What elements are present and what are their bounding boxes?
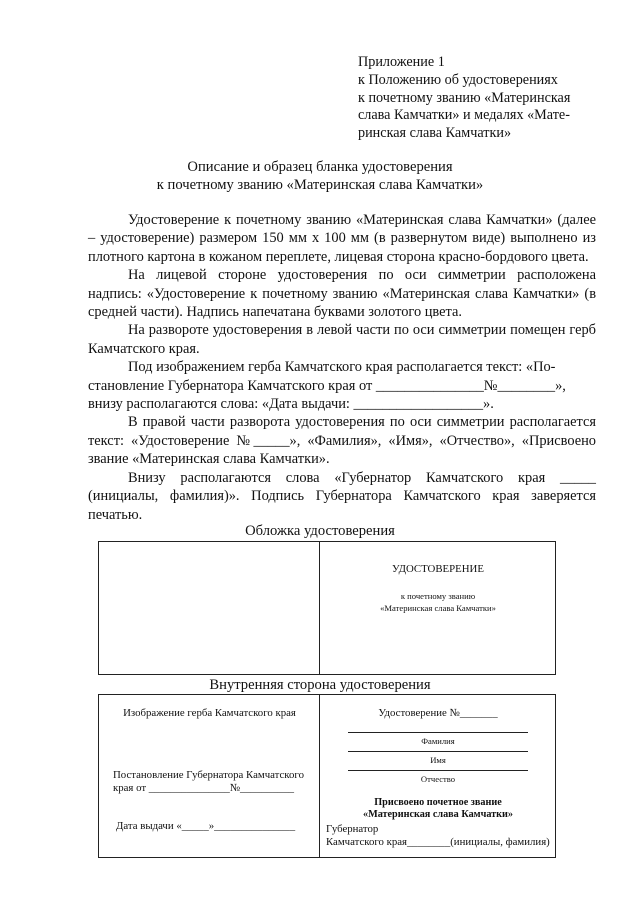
annex-header [358, 54, 598, 143]
title-line-2: к почетному званию «Материнская слава Камчатки» [156, 177, 484, 193]
annex-line: слава Камчатки» и медалях «Мате- [358, 107, 570, 124]
paragraph-5: В правой части разворота удостоверения по оси симметрии располагается текст: «Удостоверение №_____», «Фамилия», «Имя», «Отчество», «Присвоено звание «Материнская слава Камчатки». [88, 414, 596, 468]
cover-subtitle-1: к почетному званию [400, 591, 476, 601]
inner-caption: Внутренняя сторона удостоверения [209, 677, 431, 693]
paragraph-2: На лицевой стороне удостоверения по оси симметрии расположена надпись: «Удостоверение к почетному званию «Материнская слава Камчатки» (в средней части). Надпись напечатана буквами золотого цвета. [88, 267, 596, 321]
patronymic-label: Отчество [420, 774, 456, 784]
governor-signature: Камчатского края________(инициалы, фамилия) [326, 836, 550, 848]
issue-date: Дата выдачи «_____»_______________ [116, 820, 296, 832]
paragraph-4-line-2: становление Губернатора Камчатского края от _______________№________», [88, 377, 566, 394]
decree-line-2: края от _______________№__________ [113, 782, 295, 794]
paragraph-4-line-3: внизу располагаются слова: «Дата выдачи: __________________». [88, 396, 494, 413]
awarded-title-2: «Материнская слава Камчатки» [362, 809, 514, 820]
surname-line [348, 732, 528, 733]
decree-line-1: Постановление Губернатора Камчатского [113, 769, 304, 781]
name-label: Имя [430, 755, 446, 765]
annex-line: к почетному званию «Материнская [358, 89, 571, 106]
paragraph-6: Внизу располагаются слова «Губернатор Камчатского края _____ (инициалы, фамилия)». Подпись Губернатора Камчатского края заверяется печатью. [88, 469, 596, 523]
patronymic-line [348, 770, 528, 771]
awarded-title-1: Присвоено почетное звание [374, 797, 502, 808]
paragraph-1: Удостоверение к почетному званию «Материнская слава Камчатки» (далее – удостоверение) размером 150 мм х 100 мм (в развернутом виде) выполнено из плотного картона в кожаном переплете, лицевая сторона красно-бордового цвета. [88, 212, 596, 265]
cover-subtitle-2: «Материнская слава Камчатки» [380, 603, 496, 613]
certificate-number: Удостоверение №_______ [378, 707, 498, 719]
document-title [0, 158, 640, 194]
annex-line: к Положению об удостоверениях [358, 71, 558, 88]
annex-line: ринская слава Камчатки» [358, 125, 512, 142]
name-line [348, 751, 528, 752]
governor-label: Губернатор [326, 823, 379, 835]
paragraph-4-line-1: Под изображением герба Камчатского края располагается текст: «По- [128, 359, 556, 376]
title-line-1: Описание и образец бланка удостоверения [187, 159, 453, 175]
cover-heading: УДОСТОВЕРЕНИЕ [392, 563, 484, 575]
cover-caption: Обложка удостоверения [245, 523, 395, 539]
surname-label: Фамилия [421, 736, 455, 746]
annex-line: Приложение 1 [358, 54, 445, 70]
emblem-placeholder: Изображение герба Камчатского края [123, 707, 296, 719]
document-body [88, 211, 596, 524]
paragraph-3: На развороте удостоверения в левой части по оси симметрии помещен герб Камчатского края. [88, 322, 596, 357]
